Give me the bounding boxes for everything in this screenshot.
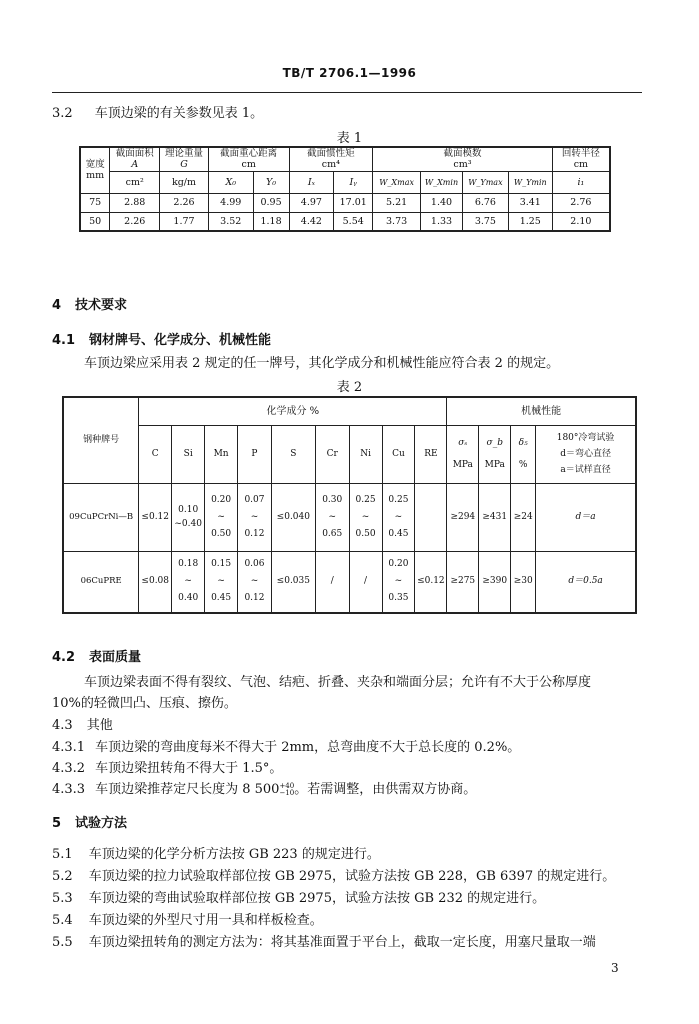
sub-y0: Y₀ [253,171,289,193]
section-text: 车顶边梁的拉力试验取样部位按 GB 2975，试验方法按 GB 228，GB 6397 的规定进行。 [88,869,616,884]
cell: ≥30 [511,551,536,613]
section-4-3-1 [52,740,520,756]
section-4-3-2 [52,761,282,777]
col-s: S [271,425,315,483]
col-c: C [139,425,172,483]
cell-grade: 09CuPCrNi—B [63,483,139,551]
section-4-3-3 [52,782,476,798]
cell: 0.20 ~ 0.35 [382,551,415,613]
cell: d＝a [536,483,636,551]
cell: 0.15 ~ 0.45 [205,551,238,613]
cell: 1.18 [253,212,289,231]
cell: 0.07 ~ 0.12 [238,483,272,551]
section-number: 5.1 [52,847,73,862]
cell: 1.77 [160,212,209,231]
section-number: 4 [52,298,62,313]
cell: 1.40 [421,193,463,212]
cell: 4.97 [289,193,334,212]
cell: / [315,551,349,613]
cell: 50 [80,212,110,231]
section-title: 钢材牌号、化学成分、机械性能 [89,333,272,348]
section-text: 车顶边梁扭转角的测定方法为：将其基准面置于平台上，截取一定长度，用塞尺量取一端 [88,935,596,950]
section-4-heading [52,298,127,314]
cell: 1.33 [421,212,463,231]
cell: 0.95 [253,193,289,212]
col-re: RE [415,425,447,483]
cell: 75 [80,193,110,212]
header-weight: 理论重量 G [160,147,209,171]
table2-caption: 表 2 [336,380,363,395]
header-area: 截面面积 A [110,147,160,171]
col-delta5: δ₅ % [511,425,536,483]
section-text: 车顶边梁的化学分析方法按 GB 223 的规定进行。 [88,847,380,862]
col-bend: 180°冷弯试验 d＝弯心直径 a＝试样直径 [536,425,636,483]
cell: 2.10 [552,212,610,231]
table-1 [79,146,611,232]
cell: ≤0.12 [139,483,172,551]
cell: ≤0.08 [139,551,172,613]
section-title: 其他 [86,718,113,733]
cell: ≥275 [447,551,479,613]
section-number: 4.3.3 [52,782,86,797]
page-number: 3 [611,961,619,975]
section-number: 5 [52,816,62,831]
cell: 0.25 ~ 0.45 [382,483,415,551]
cell-grade: 06CuPRE [63,551,139,613]
section-4-2-text-line2: 10%的轻微凹凸、压痕、擦伤。 [52,696,237,711]
section-number: 5.5 [52,935,73,950]
section-5-1 [52,847,380,863]
cell: 3.73 [373,212,421,231]
cell: 2.76 [552,193,610,212]
cell: 3.41 [508,193,552,212]
section-4-1-text: 车顶边梁应采用表 2 规定的任一牌号，其化学成分和机械性能应符合表 2 的规定。 [84,356,560,371]
header-width: 宽度 mm [80,147,110,193]
table-2 [62,396,637,614]
cell: 4.99 [208,193,253,212]
section-title: 技术要求 [75,298,128,313]
tolerance: +40 −10 [279,781,295,797]
col-cr: Cr [315,425,349,483]
header-rule [52,92,642,93]
col-ni: Ni [349,425,382,483]
cell: ≥24 [511,483,536,551]
sub-iy: Iᵧ [334,171,373,193]
cell: 0.18 ~ 0.40 [172,551,205,613]
sub-ix: Iₓ [289,171,334,193]
section-5-5 [52,935,596,951]
section-number: 3.2 [52,106,73,121]
cell: 1.25 [508,212,552,231]
section-4-1-heading [52,333,271,349]
section-number: 4.3.2 [52,761,86,776]
col-sigma-s: σₛ MPa [447,425,479,483]
section-title: 表面质量 [89,650,142,665]
cell: 2.26 [160,193,209,212]
sub-wymin: W_Ymin [508,171,552,193]
section-number: 5.2 [52,869,73,884]
sub-wxmin: W_Xmin [421,171,463,193]
col-mn: Mn [205,425,238,483]
col-si: Si [172,425,205,483]
header-mech: 机械性能 [447,397,636,425]
section-5-3 [52,891,545,907]
section-number: 4.3.1 [52,740,86,755]
section-number: 5.3 [52,891,73,906]
section-number: 5.4 [52,913,73,928]
section-text: 车顶边梁的外型尺寸用一具和样板检查。 [88,913,323,928]
cell [415,483,447,551]
section-number: 4.2 [52,650,76,665]
header-radius: 回转半径 cm [552,147,610,171]
header-modulus: 截面模数 cm³ [373,147,553,171]
table-row [80,212,610,231]
cell: ≤0.040 [271,483,315,551]
section-4-2-text-line1: 车顶边梁表面不得有裂纹、气泡、结疤、折叠、夹杂和端面分层；允许有不大于公称厚度 [84,675,592,690]
cell: ≥390 [479,551,511,613]
section-5-2 [52,869,615,885]
table-row-06cupre [63,551,636,613]
cell: 6.76 [462,193,508,212]
section-4-2-heading [52,650,141,666]
cell: 3.75 [462,212,508,231]
sub-i1: i₁ [552,171,610,193]
section-5-heading [52,816,127,832]
section-number: 4.1 [52,333,76,348]
sub-wxmax: W_Xmax [373,171,421,193]
header-chem: 化学成分 % [139,397,447,425]
header-grade: 钢种牌号 [63,397,139,483]
section-text: 车顶边梁推荐定尺长度为 8 500 [95,782,280,797]
table-row [80,193,610,212]
section-text: 。若需调整，由供需双方协商。 [294,782,477,797]
section-text: 车顶边梁扭转角不得大于 1.5°。 [95,761,283,776]
section-text: 车顶边梁的弯曲度每米不得大于 2mm，总弯曲度不大于总长度的 0.2%。 [95,740,521,755]
unit-weight: kg/m [160,171,209,193]
col-sigma-b: σ_b MPa [479,425,511,483]
cell: 4.42 [289,212,334,231]
section-text: 车顶边梁的弯曲试验取样部位按 GB 2975，试验方法按 GB 232 的规定进行。 [88,891,546,906]
cell: ≥294 [447,483,479,551]
section-title: 试验方法 [75,816,128,831]
cell: / [349,551,382,613]
section-5-4 [52,913,323,929]
table1-caption: 表 1 [336,131,363,146]
header-inertia: 截面惯性矩 cm⁴ [289,147,373,171]
col-cu: Cu [382,425,415,483]
header-centroid: 截面重心距离 cm [208,147,289,171]
section-4-3-heading [52,718,113,734]
cell: 0.20 ~ 0.50 [205,483,238,551]
section-number: 4.3 [52,718,73,733]
cell: 2.88 [110,193,160,212]
cell: d＝0.5a [536,551,636,613]
sub-x0: X₀ [208,171,253,193]
cell: 0.10 ~0.40 [172,483,205,551]
sub-wymax: W_Ymax [462,171,508,193]
cell: ≤0.035 [271,551,315,613]
cell: 3.52 [208,212,253,231]
doc-code-header: TB/T 2706.1—1996 [282,66,417,80]
unit-area: cm² [110,171,160,193]
col-p: P [238,425,272,483]
section-text: 车顶边梁的有关参数见表 1。 [94,106,264,121]
cell: 0.30 ~ 0.65 [315,483,349,551]
cell: 2.26 [110,212,160,231]
table-row-09cupcrni [63,483,636,551]
cell: 0.06 ~ 0.12 [238,551,272,613]
cell: ≤0.12 [415,551,447,613]
cell: 17.01 [334,193,373,212]
cell: 5.54 [334,212,373,231]
section-3-2 [52,106,263,122]
cell: ≥431 [479,483,511,551]
cell: 5.21 [373,193,421,212]
cell: 0.25 ~ 0.50 [349,483,382,551]
